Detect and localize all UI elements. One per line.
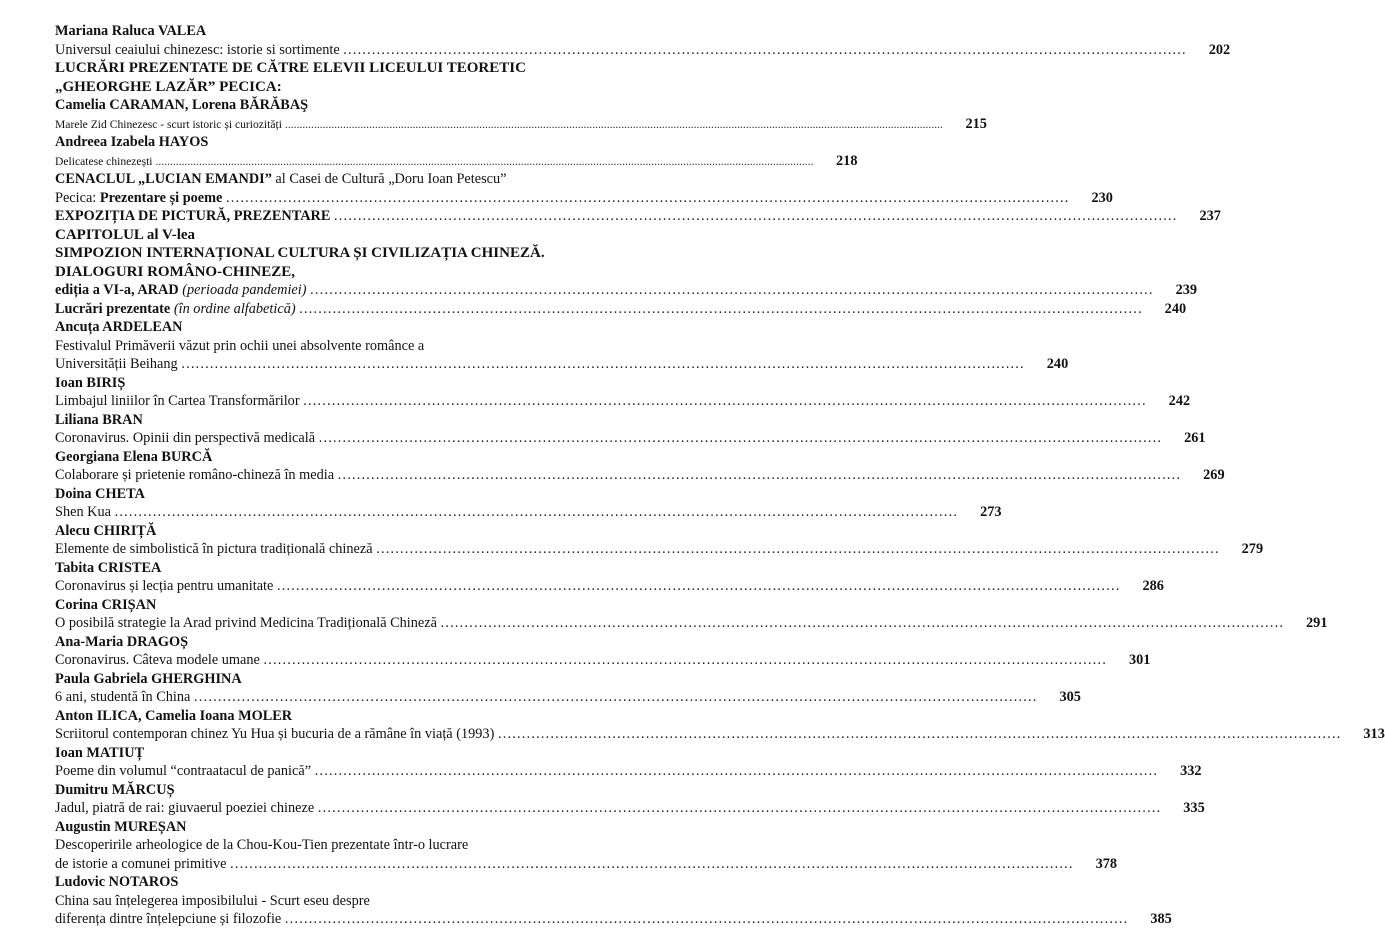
page-number: 237 (1199, 208, 1221, 224)
entry-title: Elemente de simbolistică în pictura tradițională chineză (55, 541, 373, 557)
dot-leader (281, 910, 1128, 929)
entry-title: Descoperirile arheologice de la Chou-Kou-Tien prezentate într-o lucrare (55, 837, 469, 853)
entry-author: Ioan BIRIȘ (55, 374, 126, 391)
toc-entry (55, 392, 1191, 411)
dot-leader (222, 189, 1069, 208)
entry-title: Coronavirus. Opinii din perspectivă medicală (55, 430, 316, 446)
toc-entry (55, 762, 1202, 781)
toc-entry (55, 115, 987, 134)
page-number: 291 (1306, 615, 1328, 631)
toc-entry (55, 651, 1151, 670)
table-of-contents (55, 22, 1385, 929)
section-heading: DIALOGURI ROMÂNO-CHINEZE, (55, 263, 296, 280)
section-heading: LUCRĂRI PREZENTATE DE CĂTRE ELEVII LICEULUI TEORETIC (55, 60, 526, 76)
page-number: 202 (1208, 41, 1231, 58)
entry-author: Anton ILICA, Camelia Ioana MOLER (55, 707, 293, 724)
toc-entry (55, 577, 1164, 596)
entry-title: Lucrări prezentate (în ordine alfabetică) (55, 300, 296, 317)
entry-author: Georgiana Elena BURCĂ (55, 448, 213, 465)
toc-entry (55, 355, 1069, 374)
toc-entry (55, 836, 627, 855)
toc-entry (55, 281, 1198, 300)
toc-entry (55, 429, 1206, 448)
section-heading: „GHEORGHE LAZĂR” PECICA: (55, 78, 282, 95)
dot-leader (437, 614, 1284, 633)
entry-author: Paula Gabriela GHERGHINA (55, 670, 242, 687)
entry-title: Shen Kua (55, 504, 111, 520)
toc-entry (55, 688, 1081, 707)
page-number: 332 (1180, 763, 1202, 779)
heading-part: al Casei de Cultură „Doru Ioan Petescu” (271, 171, 507, 187)
page-number: 385 (1150, 911, 1172, 927)
dot-leader (311, 762, 1158, 781)
dot-leader (330, 207, 1177, 226)
entry-author: Ancuța ARDELEAN (55, 319, 183, 335)
page-number: 286 (1142, 578, 1164, 594)
page-number: 378 (1095, 855, 1118, 872)
entry-title: Marele Zid Chinezesc - scurt istoric și curiozități (55, 117, 282, 131)
entry-title: Universității Beihang (55, 356, 178, 372)
dot-leader (273, 577, 1120, 596)
entry-title: EXPOZIȚIA DE PICTURĂ, PREZENTARE (55, 208, 331, 224)
page-number: 240 (1046, 356, 1069, 372)
page-number: 313 (1363, 726, 1385, 742)
entry-title: Poeme din volumul “contraatacul de panică” (55, 763, 312, 779)
page-number: 215 (965, 115, 987, 132)
page-number: 335 (1183, 800, 1205, 816)
toc-entry (55, 207, 1221, 226)
entry-author: Andreea Izabela HAYOS (55, 134, 209, 150)
entry-author: Ludovic NOTAROS (55, 874, 179, 890)
entry-title: Coronavirus și lecția pentru umanitate (55, 578, 274, 594)
toc-entry (55, 300, 1187, 319)
entry-title: de istorie a comunei primitive (55, 855, 227, 872)
page-number: 242 (1168, 393, 1191, 409)
entry-title: diferența dintre înțelepciune și filozofie (55, 911, 282, 927)
dot-leader (296, 300, 1143, 319)
toc-entry (55, 540, 1264, 559)
page-number: 240 (1164, 300, 1187, 317)
entry-title: Pecica: Prezentare și poeme (55, 189, 223, 206)
dot-leader (153, 153, 814, 172)
page-number: 301 (1128, 652, 1151, 668)
dot-leader (340, 41, 1187, 60)
page-number: 218 (836, 152, 858, 169)
entry-title-line: China sau înțelegerea imposibilului - Scurt eseu despre (55, 892, 370, 909)
entry-title: ediția a VI-a, ARAD (perioada pandemiei) (55, 282, 307, 298)
page-number: 269 (1203, 467, 1225, 483)
dot-leader (334, 466, 1181, 485)
dot-leader (227, 855, 1074, 874)
toc-entry (55, 910, 1172, 929)
page-number: 230 (1091, 189, 1113, 206)
page-number: 305 (1059, 689, 1081, 705)
dot-leader (314, 799, 1161, 818)
toc-entry (55, 799, 1205, 818)
entry-title: Universul ceaiului chinezesc: istorie si sortimente (55, 41, 340, 58)
dot-leader (178, 355, 1025, 374)
entry-author: Mariana Raluca VALEA (55, 23, 207, 39)
toc-entry (55, 503, 1002, 522)
entry-title: 6 ani, studentă în China (55, 689, 191, 705)
toc-entry (55, 189, 1113, 208)
entry-title-line: Festivalul Primăverii văzut prin ochii unei absolvente românce a (55, 337, 425, 354)
toc-entry (55, 855, 1118, 874)
entry-author: Dumitru MĂRCUȘ (55, 781, 175, 798)
section-heading (55, 170, 627, 189)
section-heading: SIMPOZION INTERNAȚIONAL CULTURA ȘI CIVILIZAȚIA CHINEZĂ. (55, 245, 545, 261)
entry-author: Camelia CARAMAN, Lorena BĂRĂBAŞ (55, 97, 309, 113)
entry-author: Tabita CRISTEA (55, 559, 162, 576)
entry-author: Liliana BRAN (55, 411, 143, 428)
dot-leader (300, 392, 1147, 411)
entry-author: Ana-Maria DRAGOȘ (55, 633, 189, 650)
entry-author: Alecu CHIRIȚĂ (55, 522, 157, 539)
toc-entry (55, 152, 858, 171)
entry-title: Delicatese chinezești (55, 154, 153, 168)
page-number: 261 (1184, 430, 1206, 446)
toc-entry (55, 41, 1231, 60)
entry-title: O posibilă strategie la Arad privind Medicina Tradițională Chineză (55, 615, 437, 631)
dot-leader (315, 429, 1162, 448)
entry-title: Coronavirus. Câteva modele umane (55, 652, 260, 668)
page-number: 279 (1241, 541, 1264, 557)
entry-author: Augustin MUREȘAN (55, 818, 187, 835)
dot-leader (307, 281, 1154, 300)
toc-entry (55, 725, 1385, 744)
dot-leader (494, 725, 1341, 744)
toc-entry (55, 614, 1328, 633)
heading-part: CENACLUL „LUCIAN EMANDI” (55, 171, 272, 187)
entry-title: Jadul, piatră de rai: giuvaerul poeziei chineze (55, 800, 315, 816)
dot-leader (190, 688, 1037, 707)
page-number: 273 (980, 504, 1002, 520)
toc-entry (55, 466, 1225, 485)
entry-title: Colaborare și prietenie româno-chineză în media (55, 467, 335, 483)
dot-leader (373, 540, 1220, 559)
section-heading: CAPITOLUL al V-lea (55, 226, 196, 243)
entry-author: Doina CHETA (55, 485, 145, 502)
dot-leader (260, 651, 1107, 670)
entry-author: Corina CRIȘAN (55, 596, 157, 613)
entry-title: Limbajul liniilor în Cartea Transformărilor (55, 393, 300, 409)
entry-author: Ioan MATIUȚ (55, 744, 145, 761)
dot-leader (282, 116, 943, 135)
page-number: 239 (1175, 282, 1198, 298)
dot-leader (111, 503, 958, 522)
entry-title: Scriitorul contemporan chinez Yu Hua și bucuria de a rămâne în viață (1993) (55, 726, 495, 742)
